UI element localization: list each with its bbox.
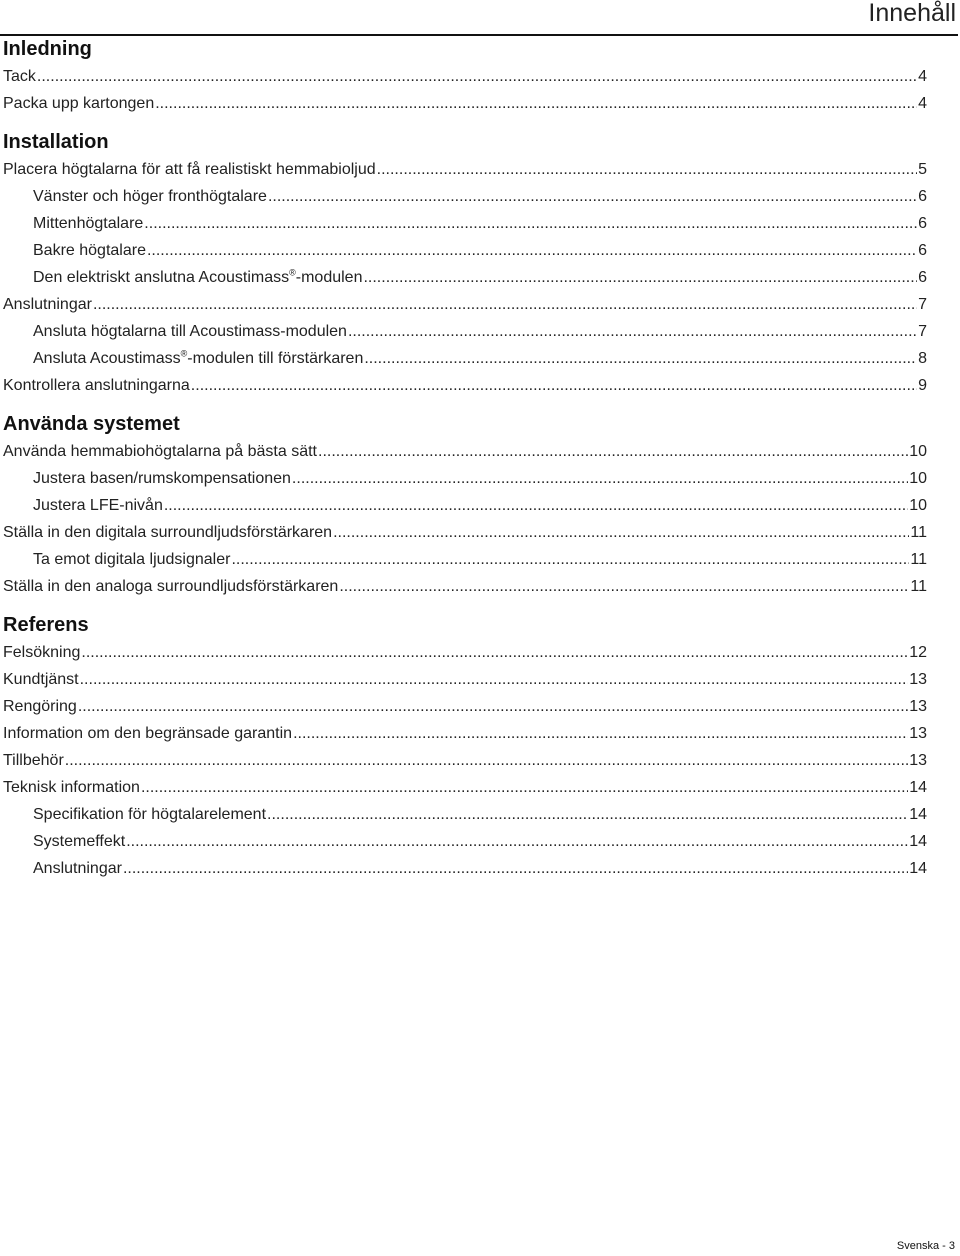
toc-entry-text: Ställa in den digitala surroundljudsförstärkaren [3,524,333,541]
section-title-referens: Referens [3,614,89,636]
dot-leader [318,438,908,465]
toc-entry-text: Kundtjänst [3,671,79,688]
toc-entry[interactable] [3,183,927,210]
dot-leader [78,693,908,720]
toc-entry-text: Information om den begränsade garantin [3,725,293,742]
toc-entry[interactable] [3,720,927,747]
toc-entry-text: Teknisk information [3,779,140,796]
table-of-contents [3,35,927,882]
toc-entry-text: Tillbehör [3,752,64,769]
registered-mark: ® [289,267,296,278]
toc-entry-text-part: -modulen till förstärkaren [187,350,364,367]
toc-entry-text [33,345,363,372]
dot-leader [363,264,917,291]
toc-entry[interactable] [3,492,927,519]
toc-entry[interactable] [3,519,927,546]
page-header [0,0,958,36]
toc-entry-page: 6 [918,242,927,259]
toc-entry[interactable] [3,63,927,90]
toc-entry-page: 12 [909,644,927,661]
toc-entry-text-part: Den elektriskt anslutna Acoustimass [33,269,290,286]
toc-entry-page: 10 [909,443,927,460]
toc-entry[interactable] [3,156,927,183]
toc-entry-text: Specifikation för högtalarelement [33,806,267,823]
toc-entry[interactable] [3,774,927,801]
toc-entry-page: 14 [909,806,927,823]
dot-leader [333,519,909,546]
toc-entry-page: 5 [918,161,927,178]
toc-entry-page: 7 [918,323,927,340]
dot-leader [123,855,908,882]
dot-leader [144,210,917,237]
toc-entry-page: 14 [909,779,927,796]
toc-entry-text: Justera basen/rumskompensationen [33,470,291,487]
toc-entry[interactable] [3,438,927,465]
toc-entry-text: Anslutningar [3,296,92,313]
dot-leader [268,183,917,210]
toc-entry-text: Rengöring [3,698,77,715]
toc-entry[interactable] [3,210,927,237]
toc-entry-page: 6 [918,188,927,205]
toc-entry-text: Mittenhögtalare [33,215,144,232]
dot-leader [37,63,917,90]
toc-entry-text: Tack [3,68,36,85]
toc-entry[interactable] [3,345,927,372]
toc-entry[interactable] [3,573,927,600]
toc-entry-page: 8 [918,350,927,367]
toc-entry-page: 14 [909,833,927,850]
toc-entry[interactable] [3,318,927,345]
toc-entry-page: 7 [918,296,927,313]
dot-leader [231,546,909,573]
toc-entry-text: Ta emot digitala ljudsignaler [33,551,231,568]
toc-entry[interactable] [3,801,927,828]
page-footer: Svenska - 3 [896,1240,955,1252]
dot-leader [147,237,917,264]
section-title-inledning: Inledning [3,38,92,60]
toc-entry-text [33,264,362,291]
dot-leader [164,492,908,519]
page-title: Innehåll [868,0,956,27]
toc-entry-text-part: Ansluta Acoustimass [33,350,181,367]
dot-leader [348,318,917,345]
toc-entry[interactable] [3,237,927,264]
dot-leader [267,801,908,828]
toc-entry-page: 13 [909,752,927,769]
toc-entry[interactable] [3,639,927,666]
toc-entry-page: 13 [909,725,927,742]
toc-entry-page: 11 [910,551,927,568]
dot-leader [364,345,917,372]
dot-leader [377,156,917,183]
toc-entry[interactable] [3,747,927,774]
toc-entry-page: 6 [918,269,927,286]
dot-leader [81,639,908,666]
toc-entry-page: 11 [910,578,927,595]
registered-mark: ® [180,348,188,359]
toc-entry-page: 10 [909,497,927,514]
toc-entry[interactable] [3,372,927,399]
dot-leader [93,291,917,318]
toc-entry[interactable] [3,828,927,855]
toc-entry-page: 13 [909,671,927,688]
toc-entry-page: 13 [909,698,927,715]
toc-entry-text: Kontrollera anslutningarna [3,377,190,394]
toc-entry-page: 6 [918,215,927,232]
dot-leader [293,720,908,747]
toc-entry[interactable] [3,291,927,318]
toc-entry-page: 4 [918,68,927,85]
toc-entry[interactable] [3,855,927,882]
toc-entry-page: 10 [909,470,927,487]
dot-leader [155,90,917,117]
toc-entry-page: 4 [918,95,927,112]
toc-entry-text: Justera LFE-nivån [33,497,163,514]
section-title-anvanda-systemet: Använda systemet [3,413,180,435]
toc-entry[interactable] [3,264,927,291]
toc-entry-text: Placera högtalarna för att få realistiskt hemmabioljud [3,161,376,178]
toc-entry-text: Vänster och höger fronthögtalare [33,188,267,205]
toc-entry[interactable] [3,693,927,720]
toc-entry-page: 14 [909,860,927,877]
toc-entry-text-part: -modulen [295,269,363,286]
toc-entry-text: Bakre högtalare [33,242,146,259]
toc-entry-text: Använda hemmabiohögtalarna på bästa sätt [3,443,317,460]
dot-leader [141,774,908,801]
dot-leader [80,666,909,693]
toc-entry-text: Anslutningar [33,860,122,877]
toc-entry-text: Packa upp kartongen [3,95,155,112]
dot-leader [339,573,909,600]
section-title-installation: Installation [3,131,109,153]
toc-entry[interactable] [3,666,927,693]
toc-entry-text: Systemeffekt [33,833,126,850]
dot-leader [292,465,908,492]
toc-entry-page: 9 [918,377,927,394]
toc-entry-text: Ställa in den analoga surroundljudsförstärkaren [3,578,339,595]
toc-entry-text: Felsökning [3,644,81,661]
dot-leader [65,747,908,774]
dot-leader [191,372,917,399]
toc-entry[interactable] [3,90,927,117]
toc-entry-page: 11 [910,524,927,541]
toc-entry-text: Ansluta högtalarna till Acoustimass-modulen [33,323,347,340]
toc-entry[interactable] [3,546,927,573]
dot-leader [126,828,908,855]
toc-entry[interactable] [3,465,927,492]
